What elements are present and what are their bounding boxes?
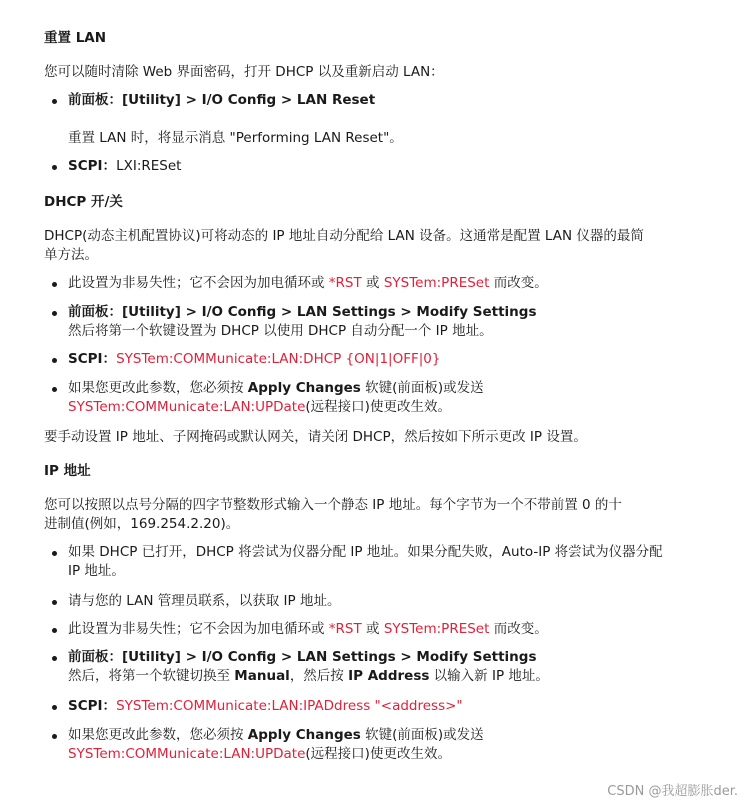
dhcp-scpi-command-link[interactable]: SYSTem:COMMunicate:LAN:DHCP {ON|1|OFF|0} — [116, 351, 441, 367]
bullet-dot — [52, 99, 57, 104]
ip-scpi-command-link[interactable]: SYSTem:COMMunicate:LAN:IPADdress "<address>" — [116, 698, 463, 714]
rst-command-link[interactable]: *RST — [328, 621, 362, 637]
bullet-dot — [52, 387, 57, 392]
bullet-dot — [52, 600, 57, 605]
bullet-dot — [52, 165, 57, 170]
ip-heading: IP 地址 — [44, 463, 91, 479]
update-command-link[interactable]: SYSTem:COMMunicate:LAN:UPDate — [68, 746, 306, 762]
ip-dhcp-note-line1: 如果 DHCP 已打开，DHCP 将尝试为仪器分配 IP 地址。如果分配失败，Auto-IP 将尝试为仪器分配 — [68, 544, 663, 560]
ip-admin-note: 请与您的 LAN 管理员联系，以获取 IP 地址。 — [68, 593, 341, 609]
ip-dhcp-note-line2: IP 地址。 — [68, 563, 125, 579]
ip-apply-note: 如果您更改此参数，您必须按 Apply Changes 软键(前面板)或发送 — [68, 727, 484, 743]
ip-update-note: SYSTem:COMMunicate:LAN:UPDate(远程接口)使更改生效。 — [68, 746, 451, 762]
preset-command-link[interactable]: SYSTem:PRESet — [383, 275, 490, 291]
ip-para-line2: 进制值(例如，169.254.2.20)。 — [44, 516, 240, 532]
dhcp-para-line1: DHCP(动态主机配置协议)可将动态的 IP 地址自动分配给 LAN 设备。这通常是配置 LAN 仪器的最简 — [44, 228, 644, 244]
ip-scpi: SCPI：SYSTem:COMMunicate:LAN:IPADdress "<address>" — [68, 698, 463, 714]
bullet-dot — [52, 734, 57, 739]
ip-nonvolatile-note: 此设置为非易失性；它不会因为加电循环或 *RST 或 SYSTem:PRESet 而改变。 — [68, 621, 548, 637]
reset-scpi: SCPI：LXI:RESet — [68, 158, 182, 174]
dhcp-para-line2: 单方法。 — [44, 247, 98, 263]
ip-front-panel: 前面板：[Utility] > I/O Config > LAN Settings > Modify Settings — [68, 649, 537, 665]
dhcp-apply-note: 如果您更改此参数，您必须按 Apply Changes 软键(前面板)或发送 — [68, 380, 484, 396]
reset-front-panel-note: 重置 LAN 时，将显示消息 "Performing LAN Reset"。 — [68, 130, 403, 146]
dhcp-heading: DHCP 开/关 — [44, 194, 123, 210]
dhcp-front-panel-note: 然后将第一个软键设置为 DHCP 以使用 DHCP 自动分配一个 IP 地址。 — [68, 323, 493, 339]
bullet-dot — [52, 628, 57, 633]
bullet-dot — [52, 705, 57, 710]
dhcp-nonvolatile-note: 此设置为非易失性；它不会因为加电循环或 *RST 或 SYSTem:PRESet 而改变。 — [68, 275, 548, 291]
reset-heading: 重置 LAN — [44, 30, 107, 46]
ip-front-panel-note: 然后，将第一个软键切换至 Manual，然后按 IP Address 以输入新 IP 地址。 — [68, 668, 549, 684]
ip-para-line1: 您可以按照以点号分隔的四字节整数形式输入一个静态 IP 地址。每个字节为一个不带前置 0 的十 — [44, 497, 622, 513]
update-command-link[interactable]: SYSTem:COMMunicate:LAN:UPDate — [68, 399, 306, 415]
dhcp-front-panel: 前面板：[Utility] > I/O Config > LAN Settings > Modify Settings — [68, 304, 537, 320]
bullet-dot — [52, 311, 57, 316]
bullet-dot — [52, 656, 57, 661]
dhcp-update-note: SYSTem:COMMunicate:LAN:UPDate(远程接口)使更改生效。 — [68, 399, 451, 415]
bullet-dot — [52, 551, 57, 556]
watermark: CSDN @我超膨胀der. — [607, 784, 738, 799]
dhcp-manual-note: 要手动设置 IP 地址、子网掩码或默认网关，请关闭 DHCP，然后按如下所示更改 IP 设置。 — [44, 429, 587, 445]
rst-command-link[interactable]: *RST — [328, 275, 362, 291]
bullet-dot — [52, 358, 57, 363]
reset-intro: 您可以随时清除 Web 界面密码，打开 DHCP 以及重新启动 LAN： — [44, 64, 444, 80]
bullet-dot — [52, 282, 57, 287]
preset-command-link[interactable]: SYSTem:PRESet — [383, 621, 490, 637]
reset-front-panel: 前面板：[Utility] > I/O Config > LAN Reset — [68, 92, 376, 108]
dhcp-scpi: SCPI：SYSTem:COMMunicate:LAN:DHCP {ON|1|OFF|0} — [68, 351, 441, 367]
